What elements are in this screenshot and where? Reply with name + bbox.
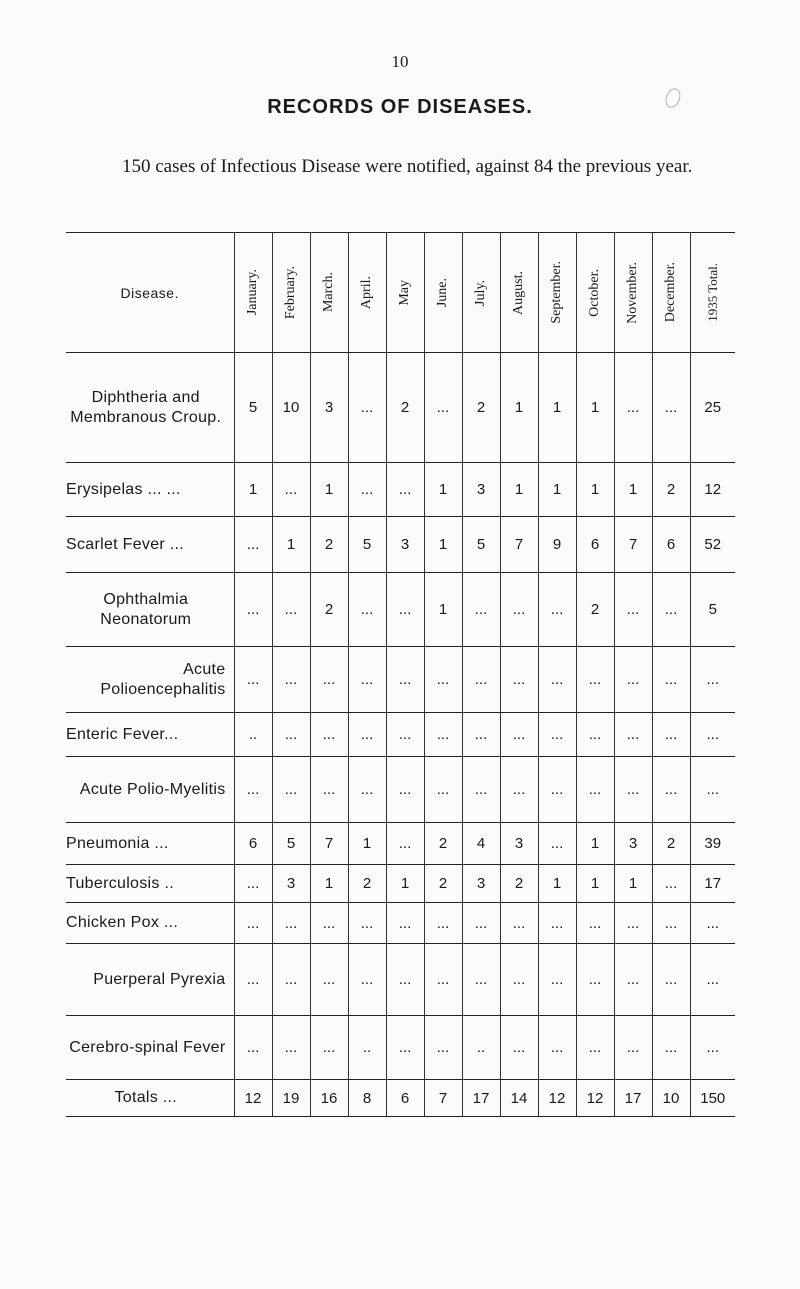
total-value-cell: 5 xyxy=(690,573,735,647)
month-value-cell: ... xyxy=(652,865,690,903)
month-value-cell: .. xyxy=(462,1016,500,1080)
month-value-cell: 5 xyxy=(462,517,500,573)
month-value-cell: 5 xyxy=(234,353,272,463)
month-value-cell: 2 xyxy=(386,353,424,463)
month-value-cell: ... xyxy=(576,757,614,823)
header-month: October. xyxy=(576,233,614,353)
month-value-cell: 14 xyxy=(500,1080,538,1117)
month-value-cell: 10 xyxy=(272,353,310,463)
disease-name: Acute Polio-Myelitis xyxy=(79,780,226,798)
month-value-cell: 19 xyxy=(272,1080,310,1117)
disease-name: Scarlet Fever ... xyxy=(66,535,185,553)
month-value-cell: ... xyxy=(272,944,310,1016)
disease-name-cell xyxy=(66,1016,234,1080)
month-value-cell: 2 xyxy=(652,463,690,517)
month-value-cell: ... xyxy=(462,903,500,944)
table-row xyxy=(66,353,735,463)
month-value-cell: ... xyxy=(500,757,538,823)
disease-name: Erysipelas ... ... xyxy=(66,480,181,498)
month-value-cell: 1 xyxy=(538,353,576,463)
month-value-cell: 1 xyxy=(576,353,614,463)
month-value-cell: ... xyxy=(272,713,310,757)
month-value-cell: ... xyxy=(500,647,538,713)
month-value-cell: ... xyxy=(310,1016,348,1080)
total-value-cell: ... xyxy=(690,903,735,944)
month-value-cell: ... xyxy=(538,823,576,865)
disease-name: Puerperal Pyrexia xyxy=(93,970,226,988)
month-value-cell: 1 xyxy=(348,823,386,865)
month-value-cell: 12 xyxy=(538,1080,576,1117)
table-row xyxy=(66,517,735,573)
disease-name-cell xyxy=(66,1080,234,1117)
month-value-cell: 1 xyxy=(576,823,614,865)
month-value-cell: ... xyxy=(234,944,272,1016)
table-row xyxy=(66,944,735,1016)
month-value-cell: ... xyxy=(272,647,310,713)
month-value-cell: ... xyxy=(576,944,614,1016)
month-value-cell: ... xyxy=(234,647,272,713)
month-value-cell: ... xyxy=(652,757,690,823)
month-value-cell: 12 xyxy=(576,1080,614,1117)
month-value-cell: ... xyxy=(310,647,348,713)
month-value-cell: 1 xyxy=(424,517,462,573)
month-value-cell: ... xyxy=(538,903,576,944)
month-value-cell: ... xyxy=(500,1016,538,1080)
month-value-cell: ... xyxy=(576,903,614,944)
month-value-cell: ... xyxy=(348,573,386,647)
disease-name: Tuberculosis .. xyxy=(66,874,174,892)
month-value-cell: ... xyxy=(614,757,652,823)
month-value-cell: 1 xyxy=(424,463,462,517)
month-value-cell: ... xyxy=(462,713,500,757)
header-month: April. xyxy=(348,233,386,353)
month-value-cell: ... xyxy=(348,944,386,1016)
month-value-cell: ... xyxy=(310,903,348,944)
month-value-cell: 7 xyxy=(424,1080,462,1117)
month-value-cell: 7 xyxy=(500,517,538,573)
intro-paragraph: 150 cases of Infectious Disease were notified, against 84 the previous year. xyxy=(122,156,693,177)
month-value-cell: ... xyxy=(424,1016,462,1080)
month-value-cell: 1 xyxy=(310,463,348,517)
month-value-cell: ... xyxy=(234,1016,272,1080)
month-value-cell: ... xyxy=(424,903,462,944)
month-value-cell: 1 xyxy=(576,463,614,517)
header-month: March. xyxy=(310,233,348,353)
month-value-cell: ... xyxy=(500,903,538,944)
month-value-cell: ... xyxy=(462,757,500,823)
month-value-cell: ... xyxy=(386,647,424,713)
month-value-cell: 9 xyxy=(538,517,576,573)
month-value-cell: ... xyxy=(310,944,348,1016)
total-value-cell: ... xyxy=(690,1016,735,1080)
month-value-cell: 7 xyxy=(614,517,652,573)
month-value-cell: ... xyxy=(424,757,462,823)
month-value-cell: ... xyxy=(462,944,500,1016)
header-month: June. xyxy=(424,233,462,353)
month-value-cell: ... xyxy=(348,463,386,517)
month-value-cell: ... xyxy=(652,573,690,647)
disease-name: Cerebro-spinal Fever xyxy=(69,1038,226,1056)
totals-row xyxy=(66,1080,735,1117)
disease-name-cell xyxy=(66,823,234,865)
month-value-cell: 17 xyxy=(462,1080,500,1117)
table-row xyxy=(66,823,735,865)
total-value-cell: 150 xyxy=(690,1080,735,1117)
month-value-cell: ... xyxy=(348,903,386,944)
month-value-cell: 2 xyxy=(348,865,386,903)
month-value-cell: 7 xyxy=(310,823,348,865)
header-month: May xyxy=(386,233,424,353)
month-value-cell: 6 xyxy=(386,1080,424,1117)
month-value-cell: ... xyxy=(386,1016,424,1080)
disease-name-cell xyxy=(66,647,234,713)
month-value-cell: 1 xyxy=(538,463,576,517)
month-value-cell: 2 xyxy=(424,865,462,903)
disease-name-cell xyxy=(66,865,234,903)
month-value-cell: ... xyxy=(538,757,576,823)
month-value-cell: ... xyxy=(424,647,462,713)
month-value-cell: ... xyxy=(234,573,272,647)
month-value-cell: ... xyxy=(652,903,690,944)
month-value-cell: 5 xyxy=(272,823,310,865)
total-value-cell: 17 xyxy=(690,865,735,903)
month-value-cell: ... xyxy=(348,647,386,713)
month-value-cell: ... xyxy=(614,944,652,1016)
month-value-cell: ... xyxy=(652,353,690,463)
month-value-cell: ... xyxy=(234,903,272,944)
month-value-cell: ... xyxy=(386,757,424,823)
month-value-cell: ... xyxy=(272,903,310,944)
month-value-cell: 2 xyxy=(310,517,348,573)
month-value-cell: ... xyxy=(614,903,652,944)
table-row xyxy=(66,903,735,944)
header-month: January. xyxy=(234,233,272,353)
month-value-cell: ... xyxy=(614,713,652,757)
month-value-cell: 3 xyxy=(614,823,652,865)
month-value-cell: ... xyxy=(234,757,272,823)
month-value-cell: 3 xyxy=(500,823,538,865)
header-disease: Disease. xyxy=(66,233,234,353)
table-row xyxy=(66,713,735,757)
month-value-cell: ... xyxy=(500,713,538,757)
month-value-cell: ... xyxy=(234,517,272,573)
total-value-cell: 25 xyxy=(690,353,735,463)
month-value-cell: 10 xyxy=(652,1080,690,1117)
month-value-cell: ... xyxy=(310,713,348,757)
month-value-cell: 2 xyxy=(424,823,462,865)
total-value-cell: ... xyxy=(690,647,735,713)
month-value-cell: 3 xyxy=(310,353,348,463)
month-value-cell: ... xyxy=(424,944,462,1016)
page-heading: RECORDS OF DISEASES. xyxy=(267,96,533,118)
total-value-cell: ... xyxy=(690,944,735,1016)
page-number: 10 xyxy=(391,52,409,71)
month-value-cell: ... xyxy=(538,944,576,1016)
month-value-cell: ... xyxy=(538,1016,576,1080)
total-value-cell: 52 xyxy=(690,517,735,573)
month-value-cell: ... xyxy=(576,713,614,757)
header-month: November. xyxy=(614,233,652,353)
month-value-cell: ... xyxy=(424,353,462,463)
month-value-cell: 2 xyxy=(652,823,690,865)
disease-name-cell xyxy=(66,757,234,823)
month-value-cell: 4 xyxy=(462,823,500,865)
month-value-cell: ... xyxy=(310,757,348,823)
disease-name-cell xyxy=(66,517,234,573)
month-value-cell: ... xyxy=(424,713,462,757)
header-month: February. xyxy=(272,233,310,353)
month-value-cell: 2 xyxy=(310,573,348,647)
table-row xyxy=(66,573,735,647)
month-value-cell: ... xyxy=(576,647,614,713)
month-value-cell: ... xyxy=(538,573,576,647)
disease-name-cell xyxy=(66,573,234,647)
month-value-cell: 1 xyxy=(234,463,272,517)
month-value-cell: 6 xyxy=(652,517,690,573)
month-value-cell: ... xyxy=(348,757,386,823)
month-value-cell: 3 xyxy=(462,865,500,903)
month-value-cell: ... xyxy=(348,353,386,463)
month-value-cell: 1 xyxy=(500,353,538,463)
disease-name-cell xyxy=(66,944,234,1016)
month-value-cell: 5 xyxy=(348,517,386,573)
month-value-cell: ... xyxy=(386,573,424,647)
month-value-cell: 6 xyxy=(234,823,272,865)
month-value-cell: ... xyxy=(576,1016,614,1080)
disease-name: Acute Polioencephalitis xyxy=(100,660,226,698)
month-value-cell: 1 xyxy=(614,463,652,517)
month-value-cell: ... xyxy=(652,647,690,713)
disease-name-cell xyxy=(66,463,234,517)
month-value-cell: 6 xyxy=(576,517,614,573)
month-value-cell: ... xyxy=(500,944,538,1016)
header-month: September. xyxy=(538,233,576,353)
month-value-cell: ... xyxy=(538,647,576,713)
month-value-cell: ... xyxy=(386,463,424,517)
month-value-cell: ... xyxy=(614,1016,652,1080)
month-value-cell: 1 xyxy=(614,865,652,903)
month-value-cell: 16 xyxy=(310,1080,348,1117)
diseases-table xyxy=(66,232,735,1117)
month-value-cell: 1 xyxy=(538,865,576,903)
month-value-cell: 1 xyxy=(272,517,310,573)
month-value-cell: ... xyxy=(234,865,272,903)
month-value-cell: 3 xyxy=(272,865,310,903)
month-value-cell: 3 xyxy=(462,463,500,517)
table-row xyxy=(66,463,735,517)
disease-name-cell xyxy=(66,353,234,463)
month-value-cell: ... xyxy=(614,647,652,713)
month-value-cell: ... xyxy=(386,823,424,865)
month-value-cell: ... xyxy=(386,903,424,944)
month-value-cell: ... xyxy=(652,944,690,1016)
month-value-cell: 3 xyxy=(386,517,424,573)
disease-name: Pneumonia ... xyxy=(66,834,169,852)
month-value-cell: ... xyxy=(386,944,424,1016)
month-value-cell: ... xyxy=(500,573,538,647)
month-value-cell: ... xyxy=(614,353,652,463)
month-value-cell: ... xyxy=(272,573,310,647)
disease-name-cell xyxy=(66,903,234,944)
disease-name: Diphtheria and Membranous Croup. xyxy=(70,388,222,426)
month-value-cell: ... xyxy=(386,713,424,757)
month-value-cell: ... xyxy=(652,1016,690,1080)
table-row xyxy=(66,647,735,713)
header-month: July. xyxy=(462,233,500,353)
header-row xyxy=(66,233,735,353)
month-value-cell: 1 xyxy=(310,865,348,903)
month-value-cell: .. xyxy=(234,713,272,757)
total-value-cell: ... xyxy=(690,757,735,823)
month-value-cell: 2 xyxy=(500,865,538,903)
disease-name: Enteric Fever... xyxy=(66,725,179,743)
month-value-cell: ... xyxy=(272,463,310,517)
table-row xyxy=(66,865,735,903)
month-value-cell: .. xyxy=(348,1016,386,1080)
table-row xyxy=(66,1016,735,1080)
month-value-cell: ... xyxy=(462,573,500,647)
month-value-cell: 1 xyxy=(386,865,424,903)
header-month: August. xyxy=(500,233,538,353)
total-value-cell: 12 xyxy=(690,463,735,517)
table-row xyxy=(66,757,735,823)
header-total: 1935 Total. xyxy=(690,233,735,353)
month-value-cell: ... xyxy=(348,713,386,757)
month-value-cell: 1 xyxy=(424,573,462,647)
month-value-cell: 17 xyxy=(614,1080,652,1117)
month-value-cell: 12 xyxy=(234,1080,272,1117)
month-value-cell: ... xyxy=(538,713,576,757)
total-value-cell: ... xyxy=(690,713,735,757)
month-value-cell: 1 xyxy=(576,865,614,903)
disease-name: Chicken Pox ... xyxy=(66,914,179,931)
month-value-cell: 1 xyxy=(500,463,538,517)
month-value-cell: 2 xyxy=(576,573,614,647)
month-value-cell: ... xyxy=(652,713,690,757)
header-month: December. xyxy=(652,233,690,353)
total-value-cell: 39 xyxy=(690,823,735,865)
month-value-cell: ... xyxy=(462,647,500,713)
month-value-cell: ... xyxy=(272,757,310,823)
month-value-cell: 2 xyxy=(462,353,500,463)
disease-name-cell xyxy=(66,713,234,757)
month-value-cell: 8 xyxy=(348,1080,386,1117)
disease-name: Totals ... xyxy=(114,1089,178,1106)
month-value-cell: ... xyxy=(614,573,652,647)
month-value-cell: ... xyxy=(272,1016,310,1080)
disease-name: Ophthalmia Neonatorum xyxy=(100,590,192,628)
